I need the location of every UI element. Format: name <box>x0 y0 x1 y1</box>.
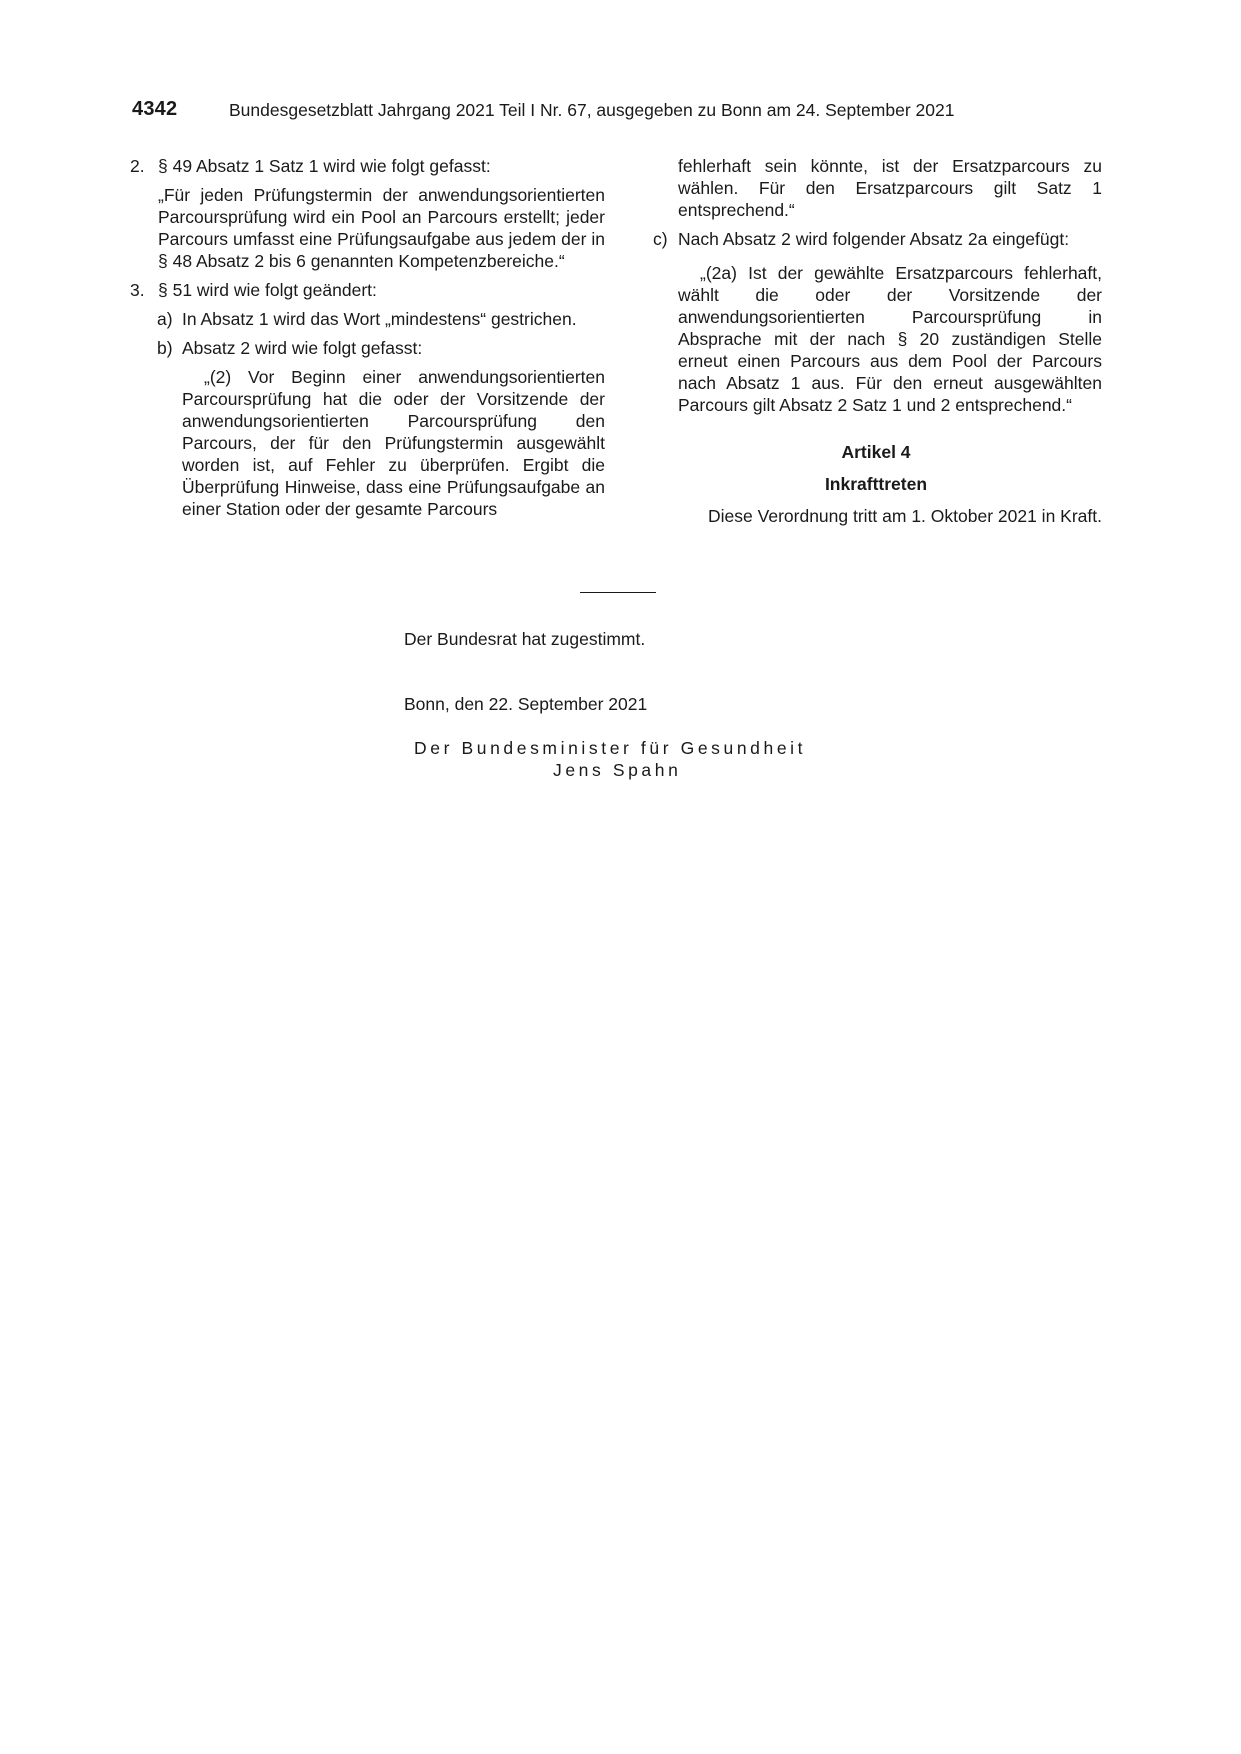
continuation-text: fehlerhaft sein könnte, ist der Ersatzparcours zu wählen. Für den Ersatzparcours gilt Satz 1 entsprechend.“ <box>678 156 1102 220</box>
list-item-2 <box>130 155 605 177</box>
gazette-header-title: Bundesgesetzblatt Jahrgang 2021 Teil I Nr. 67, ausgegeben zu Bonn am 24. September 2021 <box>229 100 955 120</box>
left-column <box>130 155 605 527</box>
sub-item-a <box>130 308 605 330</box>
page-header <box>132 98 1022 124</box>
bundesrat-consent: Der Bundesrat hat zugestimmt. <box>404 629 646 649</box>
place-date: Bonn, den 22. September 2021 <box>404 694 648 714</box>
list-marker: 2. <box>130 156 145 176</box>
signatory-name: Jens Spahn <box>553 760 682 780</box>
sub-marker: c) <box>653 229 668 249</box>
quoted-amendment: „(2a) Ist der gewählte Ersatzparcours fehlerhaft, wählt die oder der Vorsitzende der anwendungsorientierten Parcoursprüfung in Absprache mit der nach § 20 zuständigen Stelle erneut einen Parcours aus dem Pool der Parcours nach Absatz 1 aus. Für den erneut ausgewählten Parcours gilt Absatz 2 Satz 1 und 2 entsprechend.“ <box>678 263 1102 415</box>
sub-item-text: Nach Absatz 2 wird folgender Absatz 2a eingefügt: <box>678 229 1070 249</box>
list-marker: 3. <box>130 280 145 300</box>
article-number: Artikel 4 <box>841 442 911 462</box>
quoted-amendment: „Für jeden Prüfungstermin der anwendungsorientierten Parcoursprüfung wird ein Pool an Parcours erstellt; jeder Parcours umfasst eine Prüfungsaufgabe aus jedem der in § 48 Absatz 2 bis 6 genannten Kompetenzbereiche.“ <box>158 185 605 271</box>
sub-marker: b) <box>157 338 173 358</box>
signatory-title: Der Bundesminister für Gesundheit <box>414 738 807 758</box>
list-item-text: § 51 wird wie folgt geändert: <box>158 280 377 300</box>
sub-item-b <box>130 337 605 359</box>
article-text: Diese Verordnung tritt am 1. Oktober 2021 in Kraft. <box>708 506 1102 526</box>
sub-marker: a) <box>157 309 173 329</box>
sub-item-text: Absatz 2 wird wie folgt gefasst: <box>182 338 423 358</box>
list-item-text: § 49 Absatz 1 Satz 1 wird wie folgt gefasst: <box>158 156 491 176</box>
sub-item-text: In Absatz 1 wird das Wort „mindestens“ gestrichen. <box>182 309 577 329</box>
page-number: 4342 <box>132 98 178 120</box>
section-divider <box>580 592 656 593</box>
article-title: Inkrafttreten <box>824 474 928 494</box>
right-column <box>650 155 1102 527</box>
sub-item-c <box>650 228 1102 250</box>
quoted-amendment: „(2) Vor Beginn einer anwendungsorientierten Parcoursprüfung hat die oder der Vorsitzende der anwendungsorientierten Parcoursprüfung den Parcours, der für den Prüfungstermin ausgewählt worden ist, auf Fehler zu überprüfen. Ergibt die Überprüfung Hinweise, dass eine Prüfungsaufgabe an einer Station oder der gesamte Parcours <box>182 367 605 519</box>
list-item-3 <box>130 279 605 301</box>
